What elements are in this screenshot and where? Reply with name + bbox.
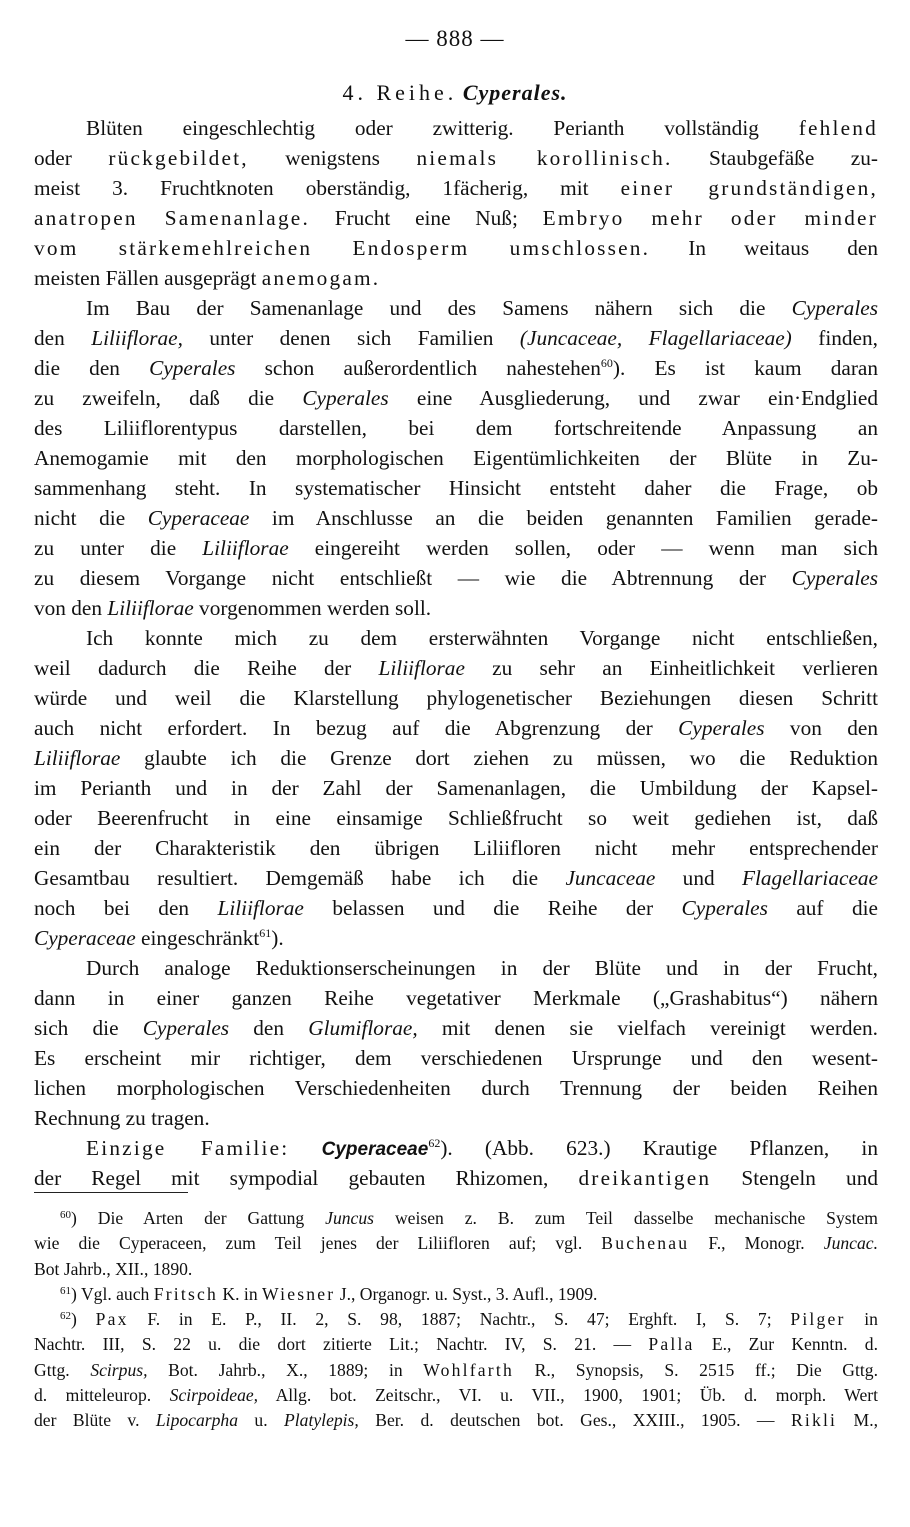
text-line: von den Liliiflorae vorgenommen werden soll. bbox=[34, 596, 432, 620]
text-line: oder Beerenfrucht in eine einsamige Schließfrucht so weit gediehen ist, daß bbox=[34, 806, 878, 830]
text-line: würde und weil die Klarstellung phylogenetischer Beziehungen diesen Schritt bbox=[34, 686, 878, 710]
text-line: oder rückgebildet, wenigstens niemals korollinisch. Staubgefäße zu- bbox=[34, 146, 878, 170]
text-line: Anemogamie mit den morphologischen Eigentümlichkeiten der Blüte in Zu- bbox=[34, 446, 878, 470]
text-line: wie die Cyperaceen, zum Teil jenes der Liliifloren auf; vgl. Buchenau F., Monogr. Juncac. bbox=[34, 1233, 878, 1254]
text-line: Blüten eingeschlechtig oder zwitterig. Perianth vollständig fehlend bbox=[86, 116, 878, 140]
paragraph-1 bbox=[34, 113, 878, 293]
text-line: noch bei den Liliiflorae belassen und die Reihe der Cyperales auf die bbox=[34, 896, 878, 920]
footnote-ref: 62 bbox=[428, 1136, 441, 1150]
text-line: auch nicht erfordert. In bezug auf die Abgrenzung der Cyperales von den bbox=[34, 716, 878, 740]
text-line: sammenhang steht. In systematischer Hinsicht entsteht daher die Frage, ob bbox=[34, 476, 878, 500]
family-name: Cyperaceae bbox=[321, 1139, 429, 1160]
footnote-ref: 61 bbox=[259, 926, 272, 940]
text-line: Nachtr. III, S. 22 u. die dort zitierte Lit.; Nachtr. IV, S. 21. — Palla E., Zur Kenntn. d. bbox=[34, 1334, 878, 1355]
text-line: des Liliiflorentypus darstellen, bei dem fortschreitende Anpassung an bbox=[34, 416, 878, 440]
paragraph-3 bbox=[34, 623, 878, 953]
text-line: Gttg. Scirpus, Bot. Jahrb., X., 1889; in Wohlfarth R., Synopsis, S. 2515 ff.; Die Gttg. bbox=[34, 1359, 878, 1380]
text-line: den Liliiflorae, unter denen sich Familien (Juncaceae, Flagellariaceae) finden, bbox=[34, 326, 878, 350]
text-line: im Perianth und in der Zahl der Samenanlagen, die Umbildung der Kapsel- bbox=[34, 776, 878, 800]
text-line: lichen morphologischen Verschiedenheiten durch Trennung der beiden Reihen bbox=[34, 1076, 878, 1100]
text-line: d. mitteleurop. Scirpoideae, Allg. bot. Zeitschr., VI. u. VII., 1900, 1901; Üb. d. morph. Wert bbox=[34, 1385, 878, 1406]
footnote-60 bbox=[34, 1206, 878, 1282]
section-heading bbox=[0, 80, 910, 106]
heading-order-number: 4. Reihe. bbox=[342, 80, 458, 105]
text-line: zu unter die Liliiflorae eingereiht werden sollen, oder — wenn man sich bbox=[34, 536, 878, 560]
text-line: Einzige Familie: Cyperaceae$^{62}$). (Abb. 623.) Krautige Pflanzen, in bbox=[86, 1136, 878, 1160]
text-line: Im Bau der Samenanlage und des Samens nähern sich die Cyperales bbox=[86, 296, 878, 320]
text-line: $^{62}$) Pax F. in E. P., II. 2, S. 98, 1887; Nachtr., S. 47; Erghft. I, S. 7; Pilger in bbox=[60, 1309, 878, 1330]
page-number: — 888 — bbox=[405, 26, 505, 51]
text-line: Gesamtbau resultiert. Demgemäß habe ich die Juncaceae und Flagellariaceae bbox=[34, 866, 879, 890]
text-line: Bot Jahrb., XII., 1890. bbox=[34, 1258, 193, 1279]
text-line: zu zweifeln, daß die Cyperales eine Ausgliederung, und zwar ein·Endglied bbox=[34, 386, 878, 410]
text-line: meist 3. Fruchtknoten oberständig, 1fächerig, mit einer grundständigen, bbox=[34, 176, 879, 200]
text-line: Durch analoge Reduktionserscheinungen in der Blüte und in der Frucht, bbox=[86, 956, 878, 980]
text-line: anatropen Samenanlage. Frucht eine Nuß; Embryo mehr oder minder bbox=[34, 206, 878, 230]
text-line: sich die Cyperales den Glumiflorae, mit denen sie vielfach vereinigt werden. bbox=[34, 1016, 878, 1040]
footnote-divider bbox=[34, 1192, 188, 1193]
paragraph-4 bbox=[34, 953, 878, 1133]
text-line: die den Cyperales schon außerordentlich nahestehen$^{60}$). Es ist kaum daran bbox=[34, 356, 879, 380]
footnote-61 bbox=[34, 1282, 878, 1307]
text-line: der Blüte v. Lipocarpha u. Platylepis, Ber. d. deutschen bot. Ges., XXIII., 1905. — Rikli M., bbox=[34, 1410, 878, 1431]
paragraph-2 bbox=[34, 293, 878, 623]
text-line: vom stärkemehlreichen Endosperm umschlossen. In weitaus den bbox=[34, 236, 878, 260]
text-line: dann in einer ganzen Reihe vegetativer Merkmale („Grashabitus“) nähern bbox=[34, 986, 878, 1010]
heading-order-name: Cyperales. bbox=[462, 80, 568, 105]
text-line: meisten Fällen ausgeprägt anemogam. bbox=[34, 266, 381, 290]
text-line: $^{61}$) Vgl. auch Fritsch K. in Wiesner J., Organogr. u. Syst., 3. Aufl., 1909. bbox=[60, 1283, 598, 1304]
text-line: zu diesem Vorgange nicht entschließt — wie die Abtrennung der Cyperales bbox=[34, 566, 878, 590]
text-line: Ich konnte mich zu dem ersterwähnten Vorgange nicht entschließen, bbox=[86, 626, 878, 650]
footnote-62 bbox=[34, 1307, 878, 1433]
text-line: der Regel mit sympodial gebauten Rhizomen, dreikantigen Stengeln und bbox=[34, 1166, 878, 1190]
text-line: Rechnung zu tragen. bbox=[34, 1106, 210, 1130]
text-line: weil dadurch die Reihe der Liliiflorae zu sehr an Einheitlichkeit verlieren bbox=[34, 656, 879, 680]
main-text bbox=[34, 113, 878, 1193]
text-line: Es erscheint mir richtiger, dem verschiedenen Ursprunge und den wesent- bbox=[34, 1046, 878, 1070]
paragraph-5 bbox=[34, 1133, 878, 1193]
text-line: Cyperaceae eingeschränkt$^{61}$). bbox=[34, 926, 284, 950]
text-line: Liliiflorae glaubte ich die Grenze dort ziehen zu müssen, wo die Reduktion bbox=[34, 746, 878, 770]
text-line: ein der Charakteristik den übrigen Liliifloren nicht mehr entsprechender bbox=[34, 836, 878, 860]
footnote-ref: 60 bbox=[600, 356, 613, 370]
text-line: nicht die Cyperaceae im Anschlusse an die beiden genannten Familien gerade- bbox=[34, 506, 878, 530]
text-line: $^{60}$) Die Arten der Gattung Juncus weisen z. B. zum Teil dasselbe mechanische System bbox=[60, 1208, 878, 1228]
footnotes bbox=[34, 1206, 878, 1434]
